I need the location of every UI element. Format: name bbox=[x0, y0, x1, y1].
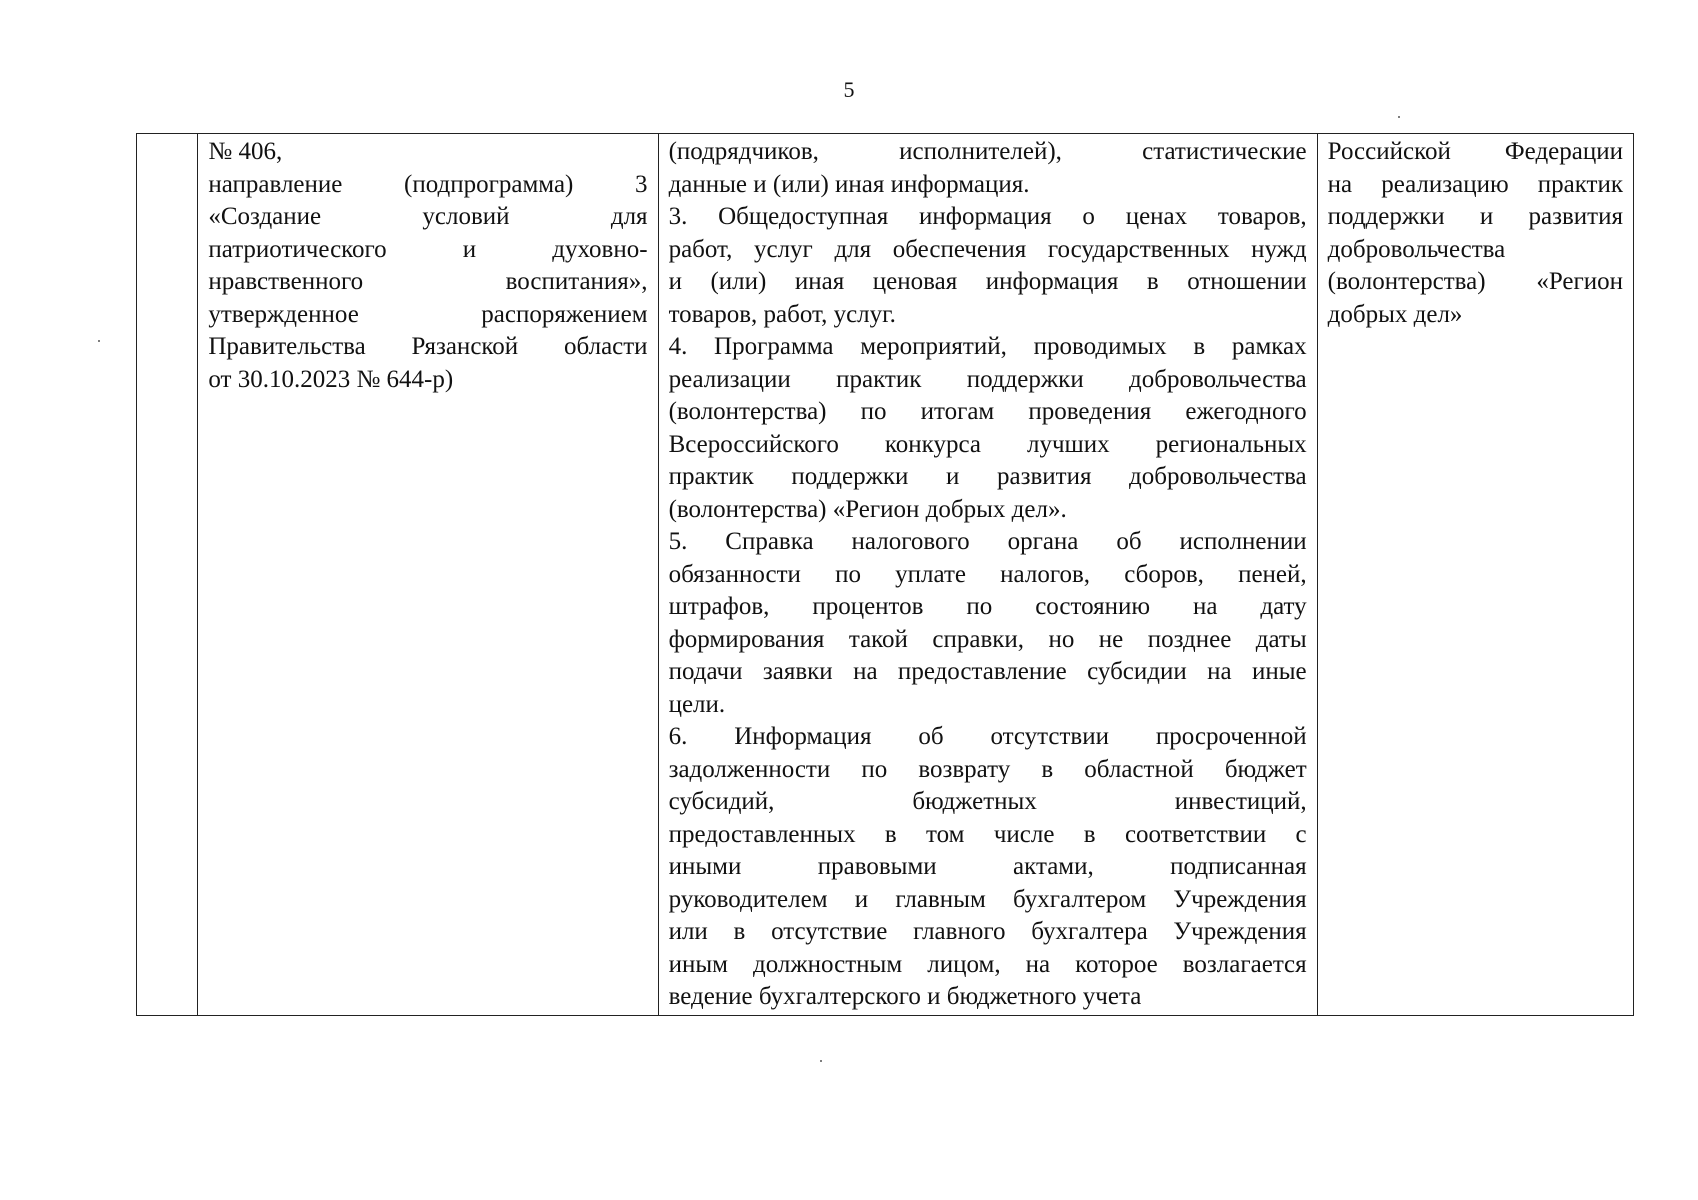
text-line: товаров, работ, услуг. bbox=[668, 300, 896, 328]
text-line: (волонтерства) по итогам проведения ежегодного bbox=[668, 398, 1307, 425]
text-line: Российской Федерации bbox=[1327, 138, 1623, 165]
text-line: ведение бухгалтерского и бюджетного учета bbox=[668, 983, 1142, 1010]
text-line: нравственного воспитания», bbox=[208, 268, 648, 295]
text-line: (подрядчиков, исполнителей), статистические bbox=[668, 138, 1307, 165]
required-documents-cell bbox=[658, 134, 1317, 1016]
text-line: Всероссийского конкурса лучших региональных bbox=[668, 430, 1307, 458]
text-line: формирования такой справки, но не позднее даты bbox=[668, 625, 1307, 653]
document-table bbox=[136, 133, 1634, 1016]
text-line: 4. Программа мероприятий, проводимых в рамках bbox=[668, 333, 1307, 360]
text-line: работ, услуг для обеспечения государственных нужд bbox=[668, 235, 1307, 263]
text-line: практик поддержки и развития добровольчества bbox=[668, 463, 1307, 490]
text-line: 6. Информация об отсутствии просроченной bbox=[668, 723, 1307, 750]
scan-speck bbox=[1398, 116, 1400, 118]
text-line: задолженности по возврату в областной бюджет bbox=[668, 755, 1307, 783]
text-line: иным должностным лицом, на которое возлагается bbox=[668, 950, 1307, 978]
text-line: реализации практик поддержки добровольчества bbox=[668, 365, 1307, 393]
text-line: иными правовыми актами, подписанная bbox=[668, 853, 1307, 880]
text-line: (волонтерства) «Регион bbox=[1327, 268, 1623, 295]
text-line: добровольчества bbox=[1327, 235, 1506, 263]
table-row bbox=[137, 134, 1634, 1016]
text-line: поддержки и развития bbox=[1327, 203, 1623, 230]
text-line: добрых дел» bbox=[1327, 300, 1463, 328]
text-line: обязанности по уплате налогов, сборов, пеней, bbox=[668, 560, 1307, 588]
text-line: подачи заявки на предоставление субсидии на иные bbox=[668, 658, 1307, 685]
text-line: на реализацию практик bbox=[1327, 170, 1623, 198]
text-line: цели. bbox=[668, 690, 726, 718]
text-line: «Создание условий для bbox=[208, 203, 648, 230]
text-line: штрафов, процентов по состоянию на дату bbox=[668, 593, 1307, 620]
text-line: 5. Справка налогового органа об исполнении bbox=[668, 528, 1307, 555]
text-line: (волонтерства) «Регион добрых дел». bbox=[668, 495, 1067, 523]
text-line: данные и (или) иная информация. bbox=[668, 170, 1030, 198]
page-number: 5 bbox=[843, 77, 855, 102]
text-line: Правительства Рязанской области bbox=[208, 333, 648, 360]
text-line: руководителем и главным бухгалтером Учреждения bbox=[668, 885, 1307, 913]
text-line: от 30.10.2023 № 644-р) bbox=[208, 365, 454, 393]
purpose-cell bbox=[1317, 134, 1633, 1016]
document-basis-cell bbox=[198, 134, 658, 1016]
text-line: утвержденное распоряжением bbox=[208, 300, 648, 328]
row-number-cell bbox=[137, 134, 198, 1016]
text-line: субсидий, бюджетных инвестиций, bbox=[668, 788, 1307, 815]
scan-speck bbox=[98, 340, 100, 342]
text-line: № 406, bbox=[208, 138, 283, 165]
text-line: направление (подпрограмма) 3 bbox=[208, 170, 648, 198]
text-line: предоставленных в том числе в соответствии с bbox=[668, 820, 1307, 848]
text-line: и (или) иная ценовая информация в отношении bbox=[668, 268, 1307, 295]
text-line: 3. Общедоступная информация о ценах товаров, bbox=[668, 203, 1307, 230]
text-line: или в отсутствие главного бухгалтера Учреждения bbox=[668, 918, 1307, 945]
text-line: патриотического и духовно- bbox=[208, 235, 648, 263]
scan-speck bbox=[820, 1060, 822, 1062]
